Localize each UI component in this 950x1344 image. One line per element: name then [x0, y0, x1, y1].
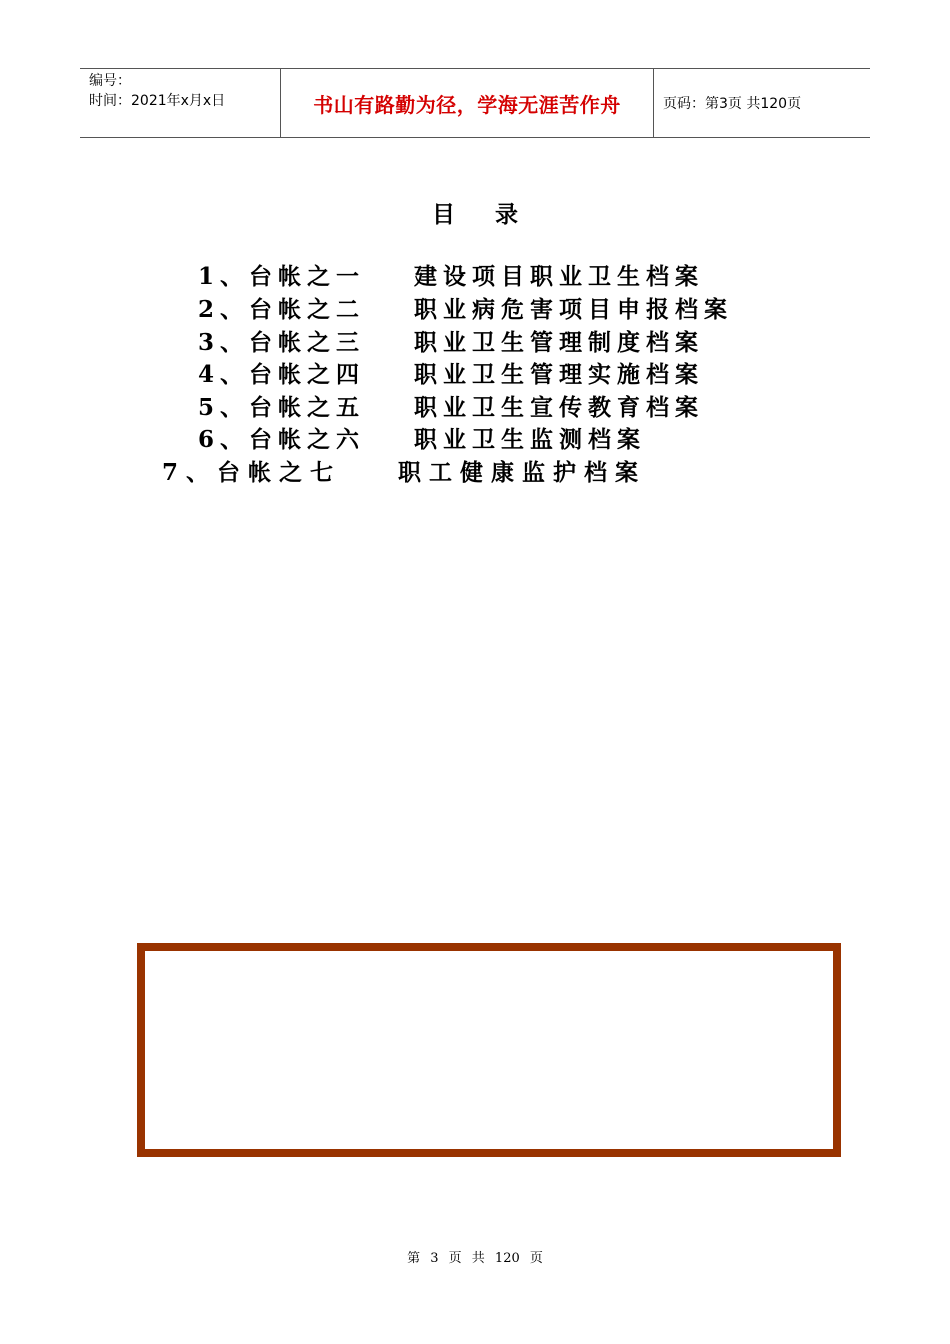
toc-item-label: 4、台帐之四: [198, 361, 366, 388]
toc-item-label: 3、台帐之三: [198, 329, 366, 356]
toc-item-desc: 职业卫生管理制度档案: [414, 329, 704, 356]
toc-item: [162, 457, 646, 489]
toc-item: [198, 424, 646, 456]
toc-item-label: 1、台帐之一: [198, 263, 366, 290]
toc-item: [198, 392, 704, 424]
toc-item: [198, 327, 704, 359]
toc-title: 目 录: [431, 201, 518, 228]
document-header: [80, 68, 870, 138]
toc-item-desc: 职业卫生管理实施档案: [414, 361, 704, 388]
toc-item-label: 2、台帐之二: [198, 296, 366, 323]
toc-item-desc: 建设项目职业卫生档案: [414, 263, 704, 290]
toc-item: [198, 294, 733, 326]
toc-item: [198, 261, 704, 293]
header-meta-cell: [80, 69, 281, 137]
document-number-label: 编号：: [89, 73, 131, 89]
toc-item-desc: 职业病危害项目申报档案: [414, 296, 733, 323]
toc-item-label: 7、台帐之七: [162, 459, 342, 486]
header-motto: 书山有路勤为径，学海无涯苦作舟: [281, 69, 654, 137]
empty-bordered-frame: [137, 943, 841, 1157]
toc-item-desc: 职业卫生宣传教育档案: [414, 394, 704, 421]
toc-item: [198, 359, 704, 391]
toc-item-desc: 职业卫生监测档案: [414, 426, 646, 453]
header-page-label: 页码：第3页 共120页: [663, 96, 802, 112]
page-footer: 第 3 页 共 120 页: [407, 1251, 543, 1266]
toc-item-desc: 职工健康监护档案: [398, 459, 646, 486]
toc-item-label: 5、台帐之五: [198, 394, 366, 421]
toc-item-label: 6、台帐之六: [198, 426, 366, 453]
document-date-label: 时间：2021年x月x日: [89, 93, 226, 109]
